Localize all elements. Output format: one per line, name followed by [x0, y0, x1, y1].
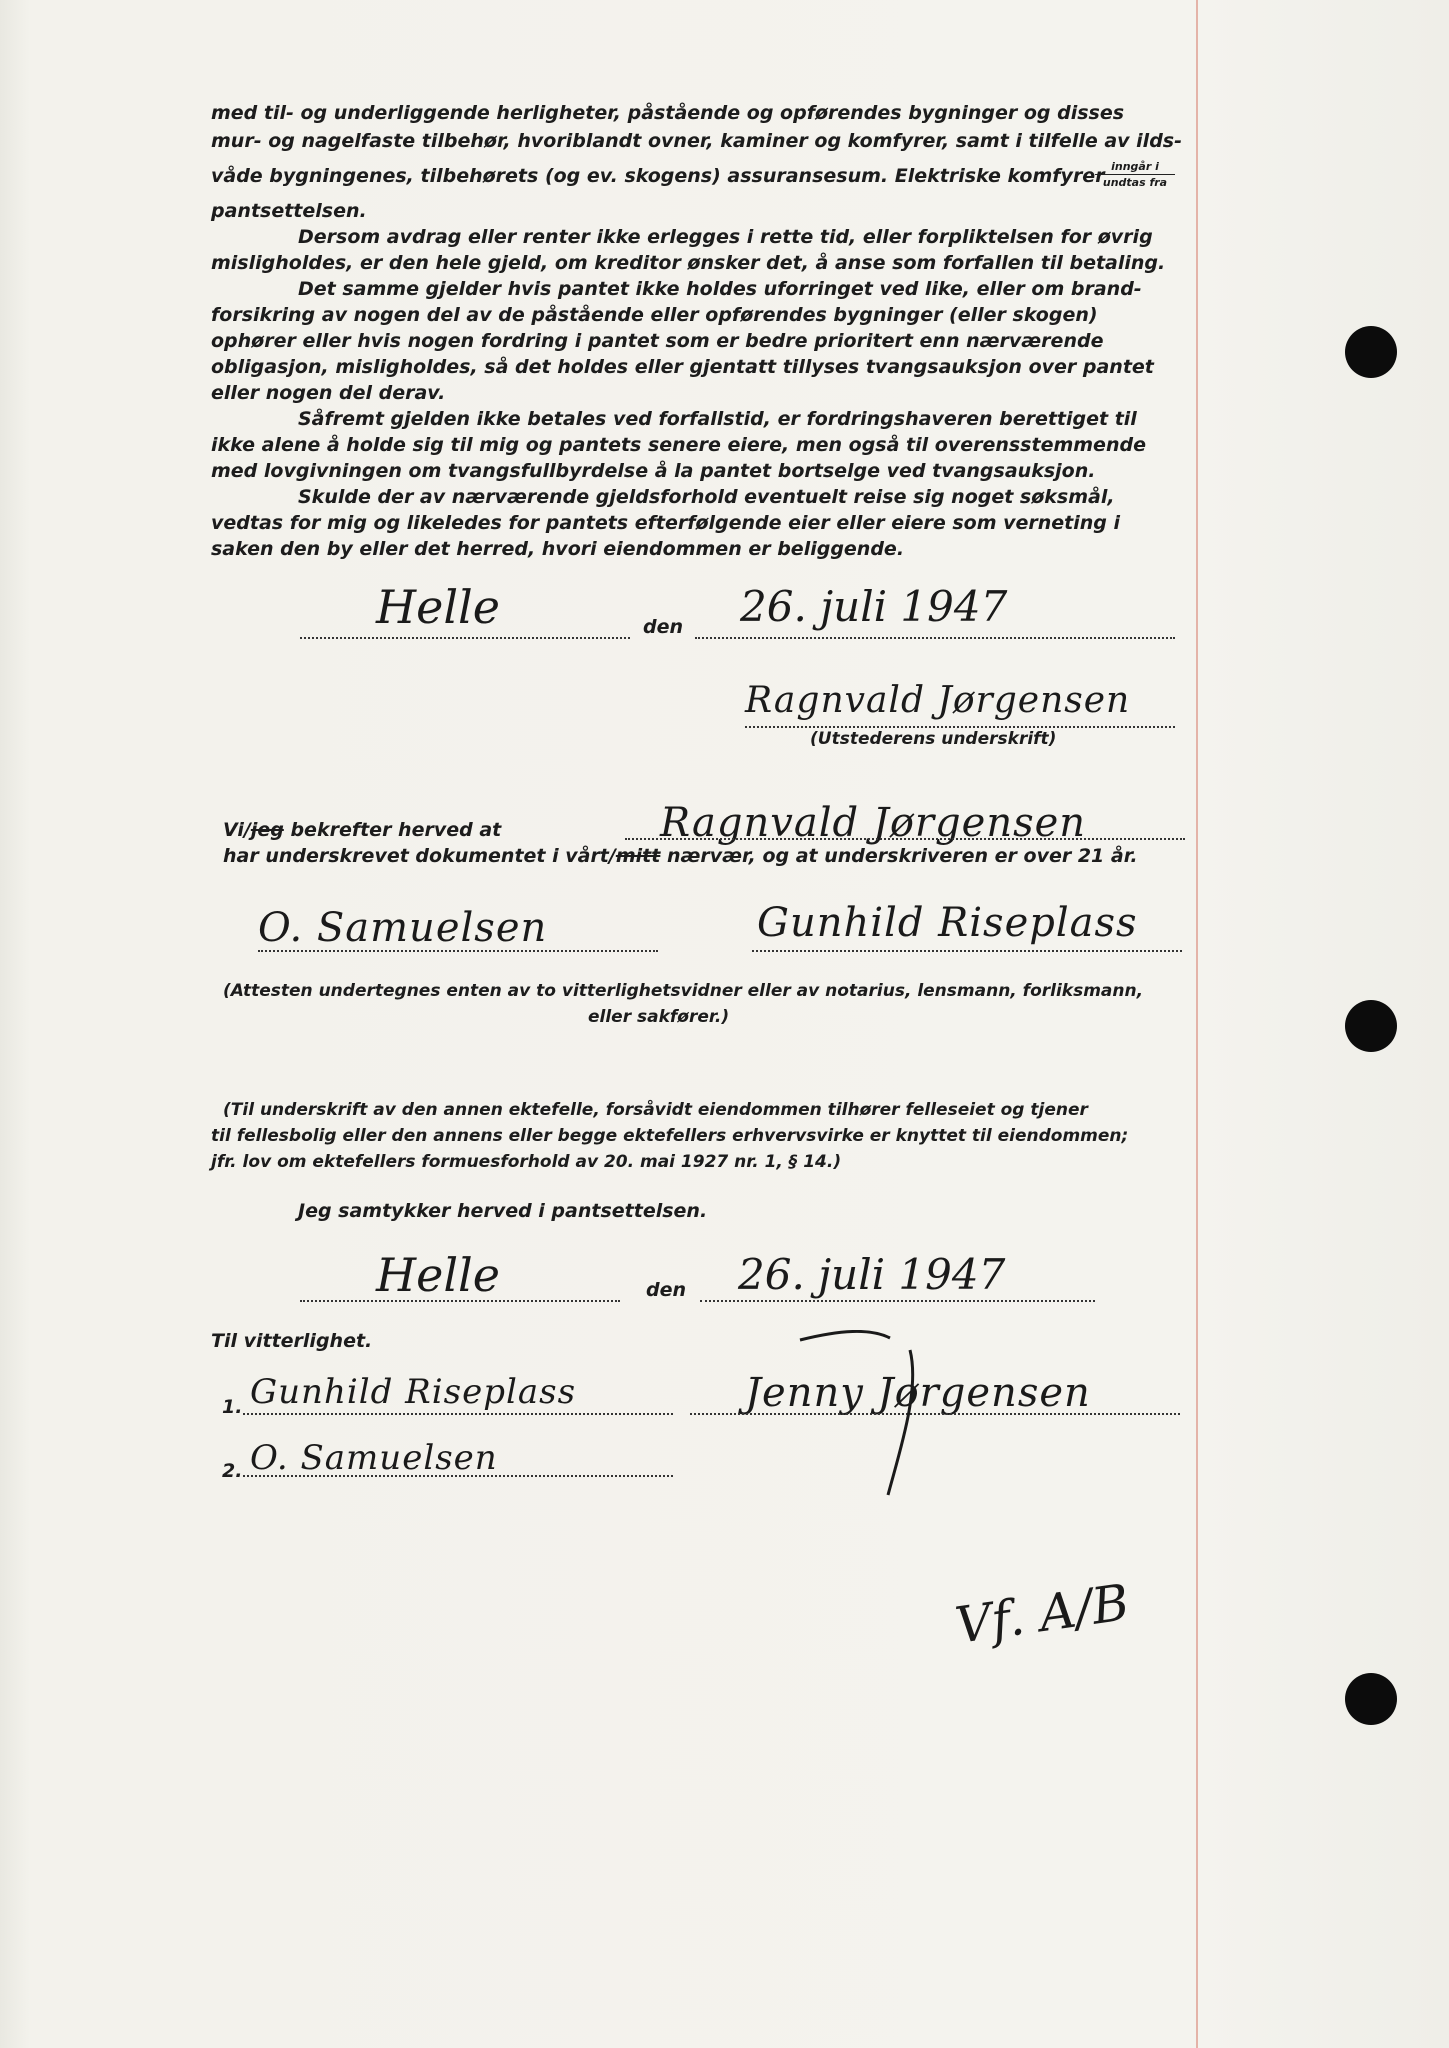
body-line: Det samme gjelder hvis pantet ikke holdes uforringet ved like, eller om brand- — [298, 278, 1142, 300]
spouse-place-dotted-line — [300, 1300, 620, 1302]
signing-place: Helle — [376, 580, 500, 634]
body-line: med lovgivningen om tvangsfullbyrdelse å la pantet bortselge ved tvangsauksjon. — [211, 460, 1096, 482]
margin-rule — [1196, 0, 1198, 2048]
spouse-note-2: til fellesbolig eller den annens eller begge ektefellers erhvervsvirke er knyttet til eiendommen; — [211, 1126, 1129, 1146]
spouse-witness-1-dotted-line — [243, 1413, 673, 1415]
spouse-witness-2-dotted-line — [243, 1475, 673, 1477]
spouse-den-label: den — [646, 1279, 687, 1301]
body-line: Skulde der av nærværende gjeldsforhold eventuelt reise sig noget søksmål, — [298, 486, 1115, 508]
body-line: pantsettelsen. — [211, 200, 367, 222]
attested-dotted-line — [625, 838, 1185, 840]
consent-text: Jeg samtykker herved i pantsettelsen. — [298, 1200, 708, 1222]
attest-line-1-rest: bekrefter herved at — [290, 819, 502, 841]
vitterlighet-label: Til vitterlighet. — [211, 1330, 373, 1352]
spouse-note-3: jfr. lov om ektefellers formuesforhold av 20. mai 1927 nr. 1, § 14.) — [211, 1152, 842, 1172]
body-line: misligholdes, er den hele gjeld, om kreditor ønsker det, å anse som forfallen til betaling. — [211, 252, 1166, 274]
fraction-bottom: undtas fra — [1102, 176, 1168, 189]
body-line: obligasjon, misligholdes, så det holdes eller gjentatt tillyses tvangsauksjon over pantet — [211, 356, 1154, 378]
punch-hole — [1345, 1000, 1397, 1052]
attest-line-2 — [223, 843, 1138, 869]
place-dotted-line — [300, 637, 630, 639]
attested-name: Ragnvald Jørgensen — [660, 800, 1087, 846]
body-line: Såfremt gjelden ikke betales ved forfallstid, er fordringshaveren berettiget til — [298, 408, 1137, 430]
signature-flourish — [780, 1330, 940, 1510]
attest-note-1: (Attesten undertegnes enten av to vitterlighetsvidner eller av notarius, lensmann, forliksmann, — [223, 981, 1144, 1001]
body-line: med til- og underliggende herligheter, påstående og opførendes bygninger og disses — [211, 102, 1125, 124]
attest-jeg-struck: jeg — [250, 819, 284, 841]
attest-vi: Vi/ — [223, 819, 251, 841]
spouse-date-dotted-line — [700, 1300, 1095, 1302]
attest-witness-1: O. Samuelsen — [258, 905, 548, 951]
punch-hole — [1345, 326, 1397, 378]
signing-date: 26. juli 1947 — [740, 582, 1008, 631]
body-line: saken den by eller det herred, hvori eiendommen er beliggende. — [211, 538, 905, 560]
witness-number: 2. — [222, 1460, 243, 1482]
spouse-signature: Jenny Jørgensen — [745, 1370, 1091, 1416]
body-line: Dersom avdrag eller renter ikke erlegges i rette tid, eller forpliktelsen for øvrig — [298, 226, 1153, 248]
attest-line-2-end: nærvær, og at underskriveren er over 21 år. — [666, 845, 1138, 867]
body-line: våde bygningenes, tilbehørets (og ev. skogens) assuransesum. Elektriske komfyrer — [211, 165, 1105, 187]
date-dotted-line — [695, 637, 1175, 639]
witness-number: 1. — [222, 1396, 243, 1418]
issuer-caption: (Utstederens underskrift) — [810, 729, 1057, 749]
witness-1-dotted-line — [258, 950, 658, 952]
issuer-signature: Ragnvald Jørgensen — [745, 680, 1131, 721]
witness-2-dotted-line — [752, 950, 1182, 952]
body-line: ophører eller hvis nogen fordring i pantet som er bedre prioritert enn nærværende — [211, 330, 1104, 352]
attest-line-2-start: har underskrevet dokumentet i vårt/ — [223, 845, 616, 867]
komfyr-fraction — [1095, 160, 1175, 189]
body-line: mur- og nagelfaste tilbehør, hvoriblandt ovner, kaminer og komfyrer, samt i tilfelle av ilds- — [211, 130, 1182, 152]
attest-line-1 — [223, 817, 501, 843]
attest-note-2: eller sakfører.) — [588, 1007, 730, 1027]
spouse-date: 26. juli 1947 — [738, 1250, 1006, 1299]
attest-witness-2: Gunhild Riseplass — [757, 900, 1138, 946]
body-line: ikke alene å holde sig til mig og pantets senere eiere, men også til overensstemmende — [211, 434, 1146, 456]
body-line: forsikring av nogen del av de påstående eller opførendes bygninger (eller skogen) — [211, 304, 1098, 326]
body-line: eller nogen del derav. — [211, 382, 446, 404]
spouse-witness-2: O. Samuelsen — [250, 1438, 498, 1478]
fraction-top: inngår i — [1095, 160, 1175, 175]
body-line: vedtas for mig og likeledes for pantets efterfølgende eier eller eiere som verneting i — [211, 512, 1121, 534]
marginal-note: Vf. A/B — [951, 1573, 1133, 1655]
spouse-witness-1: Gunhild Riseplass — [250, 1372, 577, 1412]
attest-mitt-struck: mitt — [615, 845, 661, 867]
den-label: den — [643, 616, 684, 638]
spouse-note-1: (Til underskrift av den annen ektefelle, forsåvidt eiendommen tilhører felleseiet og tjener — [223, 1100, 1088, 1120]
punch-hole — [1345, 1673, 1397, 1725]
spouse-place: Helle — [376, 1248, 500, 1302]
bleed-through — [1150, 620, 1151, 621]
